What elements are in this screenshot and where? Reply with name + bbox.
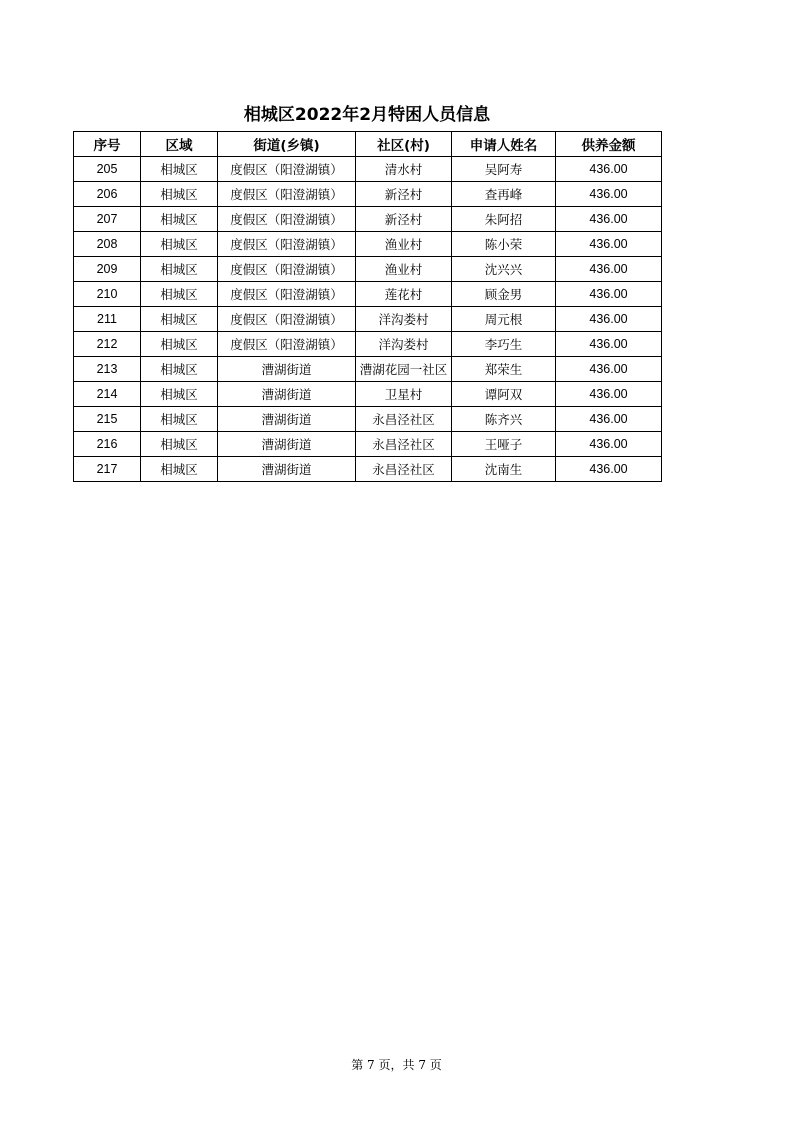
cell-amount: 436.00: [556, 357, 662, 382]
data-table: [73, 131, 662, 482]
cell-community: 永昌泾社区: [356, 407, 452, 432]
cell-street: 度假区（阳澄湖镇）: [218, 282, 356, 307]
header-cell: 申请人姓名: [452, 132, 556, 157]
cell-index: 215: [74, 407, 141, 432]
table-row: [74, 207, 662, 232]
table-row: [74, 407, 662, 432]
header-cell: 社区(村): [356, 132, 452, 157]
cell-street: 度假区（阳澄湖镇）: [218, 182, 356, 207]
cell-amount: 436.00: [556, 382, 662, 407]
cell-area: 相城区: [141, 457, 218, 482]
cell-street: 度假区（阳澄湖镇）: [218, 157, 356, 182]
cell-index: 214: [74, 382, 141, 407]
cell-street: 漕湖街道: [218, 457, 356, 482]
cell-street: 漕湖街道: [218, 432, 356, 457]
cell-area: 相城区: [141, 157, 218, 182]
cell-street: 度假区（阳澄湖镇）: [218, 207, 356, 232]
cell-name: 陈齐兴: [452, 407, 556, 432]
cell-amount: 436.00: [556, 407, 662, 432]
cell-amount: 436.00: [556, 157, 662, 182]
cell-name: 吴阿寿: [452, 157, 556, 182]
cell-street: 漕湖街道: [218, 357, 356, 382]
cell-area: 相城区: [141, 382, 218, 407]
cell-community: 渔业村: [356, 232, 452, 257]
cell-amount: 436.00: [556, 232, 662, 257]
cell-community: 永昌泾社区: [356, 457, 452, 482]
cell-index: 210: [74, 282, 141, 307]
cell-area: 相城区: [141, 432, 218, 457]
cell-index: 212: [74, 332, 141, 357]
cell-index: 216: [74, 432, 141, 457]
cell-name: 王哑子: [452, 432, 556, 457]
table-row: [74, 357, 662, 382]
table-row: [74, 257, 662, 282]
cell-index: 205: [74, 157, 141, 182]
cell-area: 相城区: [141, 232, 218, 257]
table-row: [74, 232, 662, 257]
table-row: [74, 332, 662, 357]
cell-amount: 436.00: [556, 207, 662, 232]
cell-community: 新泾村: [356, 207, 452, 232]
table-row: [74, 182, 662, 207]
cell-amount: 436.00: [556, 282, 662, 307]
cell-index: 206: [74, 182, 141, 207]
cell-name: 顾金男: [452, 282, 556, 307]
cell-community: 洋沟娄村: [356, 332, 452, 357]
cell-area: 相城区: [141, 182, 218, 207]
cell-community: 漕湖花园一社区: [356, 357, 452, 382]
header-cell: 区域: [141, 132, 218, 157]
cell-amount: 436.00: [556, 257, 662, 282]
cell-area: 相城区: [141, 257, 218, 282]
table-row: [74, 382, 662, 407]
cell-index: 207: [74, 207, 141, 232]
cell-index: 209: [74, 257, 141, 282]
cell-area: 相城区: [141, 332, 218, 357]
cell-amount: 436.00: [556, 457, 662, 482]
cell-community: 卫星村: [356, 382, 452, 407]
cell-name: 李巧生: [452, 332, 556, 357]
cell-street: 度假区（阳澄湖镇）: [218, 232, 356, 257]
cell-street: 漕湖街道: [218, 407, 356, 432]
cell-index: 211: [74, 307, 141, 332]
cell-name: 朱阿招: [452, 207, 556, 232]
page-footer: 第 7 页，共 7 页: [351, 1058, 442, 1072]
header-cell: 供养金额: [556, 132, 662, 157]
cell-street: 度假区（阳澄湖镇）: [218, 307, 356, 332]
cell-amount: 436.00: [556, 432, 662, 457]
cell-street: 度假区（阳澄湖镇）: [218, 332, 356, 357]
cell-street: 度假区（阳澄湖镇）: [218, 257, 356, 282]
cell-community: 新泾村: [356, 182, 452, 207]
cell-index: 208: [74, 232, 141, 257]
cell-community: 莲花村: [356, 282, 452, 307]
cell-amount: 436.00: [556, 307, 662, 332]
table-row: [74, 282, 662, 307]
cell-community: 清水村: [356, 157, 452, 182]
cell-community: 洋沟娄村: [356, 307, 452, 332]
table-row: [74, 307, 662, 332]
cell-street: 漕湖街道: [218, 382, 356, 407]
cell-name: 谭阿双: [452, 382, 556, 407]
cell-name: 查再峰: [452, 182, 556, 207]
cell-community: 永昌泾社区: [356, 432, 452, 457]
cell-name: 陈小荣: [452, 232, 556, 257]
cell-name: 郑荣生: [452, 357, 556, 382]
table-row: [74, 432, 662, 457]
page-title: 相城区2022年2月特困人员信息: [243, 105, 491, 125]
cell-area: 相城区: [141, 207, 218, 232]
cell-amount: 436.00: [556, 182, 662, 207]
cell-area: 相城区: [141, 282, 218, 307]
cell-index: 217: [74, 457, 141, 482]
header-cell: 序号: [74, 132, 141, 157]
cell-index: 213: [74, 357, 141, 382]
header-cell: 街道(乡镇): [218, 132, 356, 157]
cell-area: 相城区: [141, 407, 218, 432]
cell-name: 周元根: [452, 307, 556, 332]
cell-area: 相城区: [141, 357, 218, 382]
table-row: [74, 157, 662, 182]
cell-name: 沈南生: [452, 457, 556, 482]
header-row: [74, 132, 662, 157]
table-row: [74, 457, 662, 482]
cell-community: 渔业村: [356, 257, 452, 282]
cell-name: 沈兴兴: [452, 257, 556, 282]
cell-amount: 436.00: [556, 332, 662, 357]
cell-area: 相城区: [141, 307, 218, 332]
